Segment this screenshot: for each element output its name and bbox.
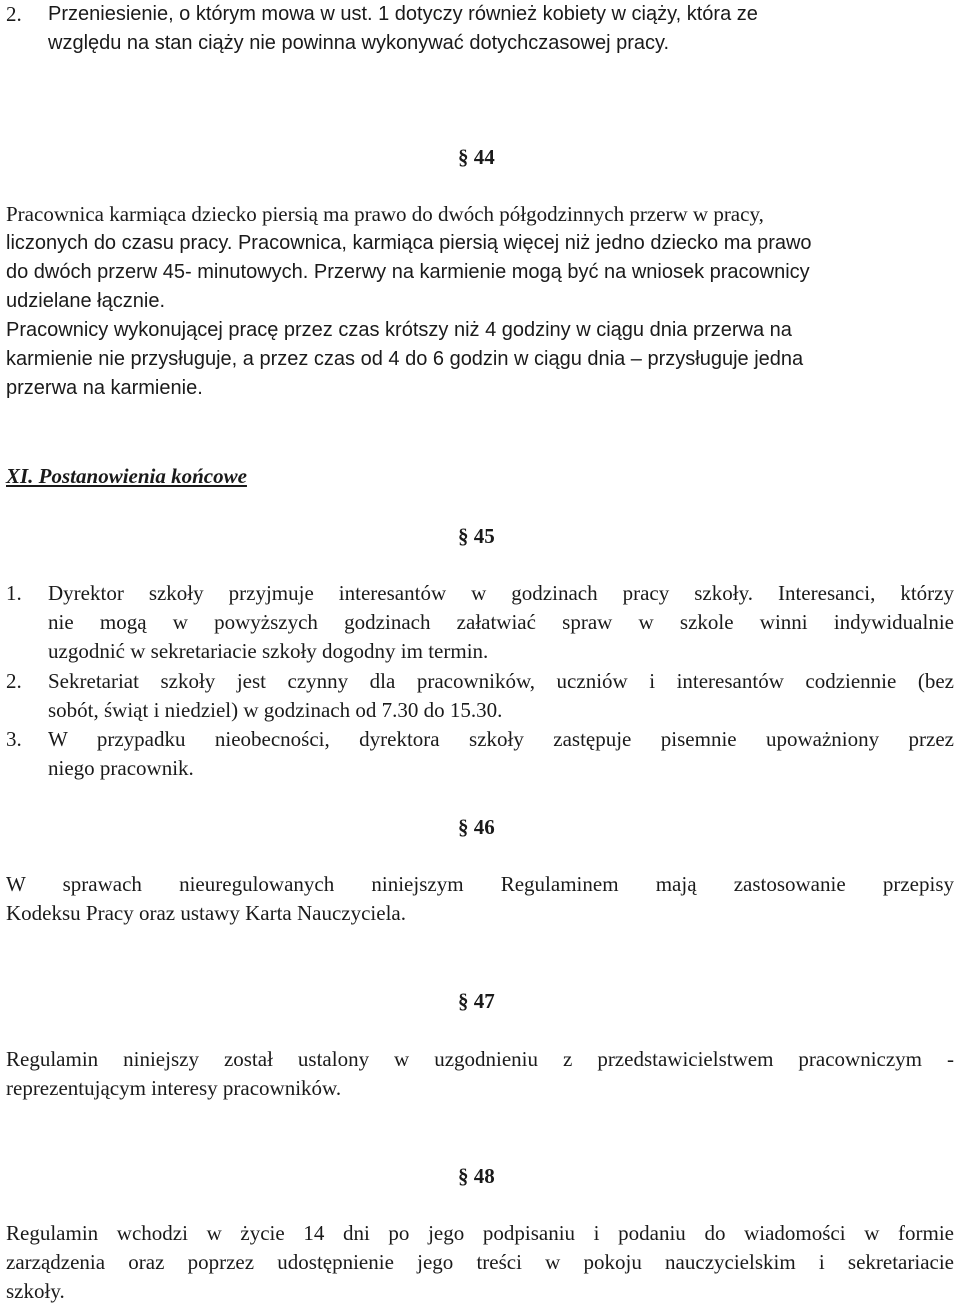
section-symbol-47: § 47 bbox=[458, 989, 495, 1013]
section-heading: XI. Postanowienia końcowe bbox=[6, 464, 247, 488]
para-line: W sprawach nieuregulowanych niniejszym Regulaminem mają zastosowanie przepisy bbox=[6, 872, 954, 896]
para-line: Kodeksu Pracy oraz ustawy Karta Nauczyciela. bbox=[6, 901, 406, 925]
para-line: Regulamin wchodzi w życie 14 dni po jego podpisaniu i podaniu do wiadomości w formie bbox=[6, 1221, 954, 1245]
list-item-text: Sekretariat szkoły jest czynny dla pracowników, uczniów i interesantów codziennie (bez sobót, świąt i niedziel) w godzinach od 7.30 do 15.30. bbox=[48, 669, 954, 722]
section-symbol-45: § 45 bbox=[458, 524, 495, 548]
list-number: 2. bbox=[6, 2, 22, 26]
para-line: karmienie nie przysługuje, a przez czas od 4 do 6 godzin w ciągu dnia – przysługuje jedna bbox=[6, 348, 804, 370]
para-line: udzielane łącznie. bbox=[6, 290, 165, 312]
para-line: szkoły. bbox=[6, 1279, 65, 1303]
list-item-text: Przeniesienie, o którym mowa w ust. 1 dotyczy również kobiety w ciąży, która ze względu na stan ciąży nie powinna wykonywać dotychczasowej pracy. bbox=[48, 3, 758, 54]
list-item-text: Dyrektor szkoły przyjmuje interesantów w godzinach pracy szkoły. Interesanci, którzy nie mogą w powyższych godzinach załatwiać spraw w szkole winni indywidualnie uzgodnić w sekretariacie szkoły dogodny im termin. bbox=[48, 581, 954, 663]
para-line: przerwa na karmienie. bbox=[6, 377, 203, 399]
para-line: Pracownicy wykonującej pracę przez czas krótszy niż 4 godziny w ciągu dnia przerwa na bbox=[6, 319, 792, 341]
para-line: reprezentującym interesy pracowników. bbox=[6, 1076, 342, 1100]
list-number: 1. bbox=[6, 581, 22, 605]
section-symbol-46: § 46 bbox=[458, 815, 495, 839]
para-line: Pracownica karmiąca dziecko piersią ma prawo do dwóch półgodzinnych przerw w pracy, bbox=[6, 202, 764, 226]
list-number: 2. bbox=[6, 669, 22, 693]
list-number: 3. bbox=[6, 727, 22, 751]
para-line: zarządzenia oraz poprzez udostępnienie jego treści w pokoju nauczycielskim i sekretariacie bbox=[6, 1250, 954, 1274]
list-item-text: W przypadku nieobecności, dyrektora szkoły zastępuje pisemnie upoważniony przez niego pracownik. bbox=[48, 727, 954, 780]
para-line: liczonych do czasu pracy. Pracownica, karmiąca piersią więcej niż jedno dziecko ma prawo bbox=[6, 232, 812, 254]
para-line: do dwóch przerw 45- minutowych. Przerwy na karmienie mogą być na wniosek pracownicy bbox=[6, 261, 810, 283]
section-symbol-44: § 44 bbox=[458, 145, 495, 169]
section-symbol-48: § 48 bbox=[458, 1164, 495, 1188]
para-line: Regulamin niniejszy został ustalony w uzgodnieniu z przedstawicielstwem pracowniczym - bbox=[6, 1047, 954, 1071]
